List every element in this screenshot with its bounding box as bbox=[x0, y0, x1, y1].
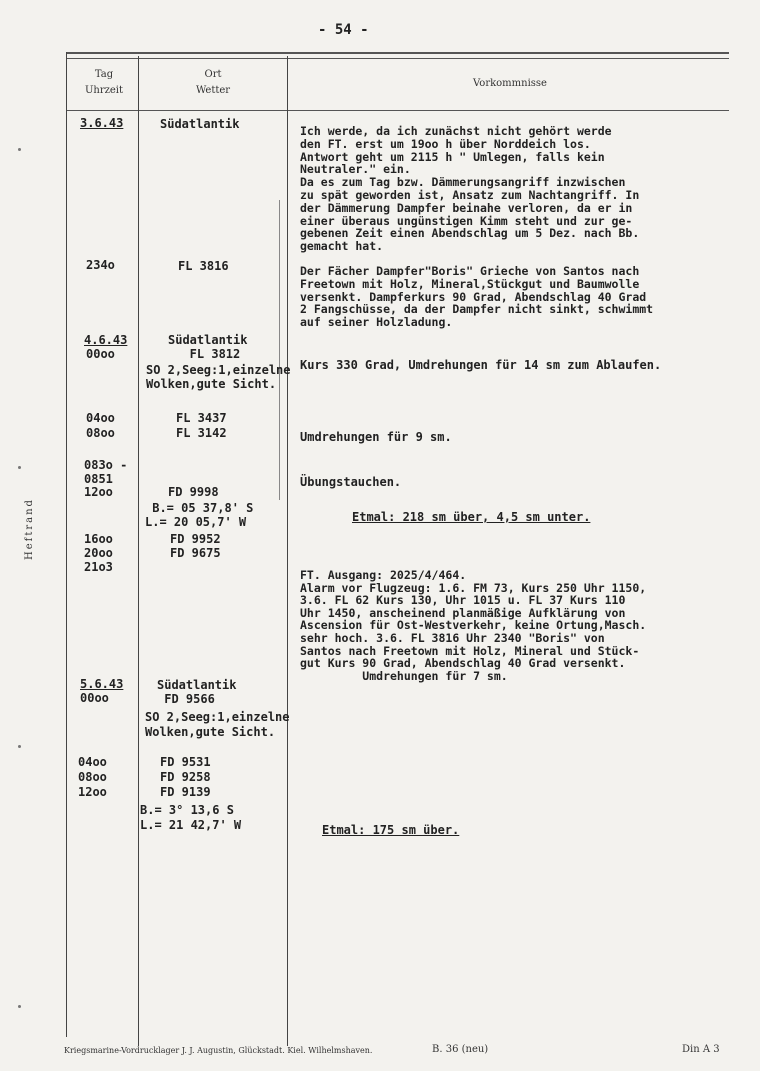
entry-text: Kurs 330 Grad, Umdrehungen für 14 sm zum Ablaufen. bbox=[300, 358, 662, 372]
header-tag-uhrzeit: Tag Uhrzeit bbox=[84, 69, 124, 96]
entry-date: 4.6.43 bbox=[84, 333, 128, 347]
header-bottom-line bbox=[66, 110, 729, 111]
entry-coords: B.= 3° 13,6 S L.= 21 42,7' W bbox=[140, 803, 242, 832]
entry-text: FT. Ausgang: 2025/4/464. Alarm vor Flugzeug: 1.6. FM 73, Kurs 250 Uhr 1150, 3.6. FL 62 Kurs 130, Uhr 1015 u. FL 37 Kurs 110 Uhr 1450, anscheinend planmäßige Aufklärung von Ascension für Ost-Westverkehr, keine Ortung,Masch. sehr hoch. 3.6. FL 3816 Uhr 2340 "Boris" von Santos nach Freetown mit Holz, Mineral und Stück- gut Kurs 90 Grad, Abendschlag 40 Grad versenkt. Umdrehungen für 7 sm. bbox=[300, 568, 647, 683]
entry-text: Übungstauchen. bbox=[300, 475, 402, 489]
entry-weather: SO 2,Seeg:1,einzelne Wolken,gute Sicht. bbox=[146, 363, 291, 391]
entry-text: Ich werde, da ich zunächst nicht gehört werde den FT. erst um 19oo h über Norddeich los. Antwort geht um 2115 h " Umlegen, falls kein Neutraler." ein. Da es zum Tag bzw. Dämmerungsangriff inzwischen zu spät geworden ist, Ansatz zum Nachtangriff. In der Dämmerung Dampfer beinahe verloren, da er in einer überaus ungünstigen Kimm steht und zur ge- gebenen Zeit einen Abendschlag um 5 Dez. nach Bb. gemacht hat. bbox=[300, 124, 640, 254]
entry-place: FL 3816 bbox=[178, 259, 229, 273]
binding-hole-dot bbox=[18, 745, 21, 748]
footer-printer: Kriegsmarine-Vordrucklager J. J. Augustin, Glückstadt. Kiel. Wilhelmshaven. bbox=[64, 1046, 373, 1055]
binding-hole-dot bbox=[18, 1005, 21, 1008]
entry-places: FD 9952 FD 9675 bbox=[170, 532, 221, 560]
footer-format: Din A 3 bbox=[682, 1044, 720, 1055]
binding-hole-dot bbox=[18, 466, 21, 469]
header-vorkommnisse: Vorkommnisse bbox=[473, 78, 547, 89]
frame-top-line bbox=[66, 52, 729, 54]
frame-top-line-2 bbox=[66, 58, 729, 59]
entry-text: Umdrehungen für 9 sm. bbox=[300, 430, 452, 444]
header-ort-wetter: Ort Wetter bbox=[195, 69, 231, 96]
entry-times: 04oo 08oo 12oo bbox=[78, 755, 107, 799]
footer-form-number: B. 36 (neu) bbox=[432, 1044, 489, 1055]
entry-place: Südatlantik FL 3812 bbox=[168, 333, 248, 361]
entry-time: 234o bbox=[86, 258, 115, 272]
entry-text: Etmal: 218 sm über, 4,5 sm unter. bbox=[352, 510, 591, 524]
binding-hole-dot bbox=[18, 148, 21, 151]
entry-place: Südatlantik FD 9566 bbox=[157, 678, 237, 706]
column-divider-2 bbox=[287, 56, 288, 1046]
entry-time: 083o - 0851 bbox=[84, 458, 128, 486]
column-divider-1 bbox=[138, 56, 139, 1046]
left-margin-line bbox=[66, 52, 67, 1037]
page-number: - 54 - bbox=[318, 22, 369, 38]
entry-place: FD 9998 bbox=[168, 485, 219, 499]
side-label-heftrand: Heftrand bbox=[24, 498, 35, 560]
entry-coords: B.= 05 37,8' S L.= 20 05,7' W bbox=[145, 501, 254, 529]
entry-place: Südatlantik bbox=[160, 117, 240, 131]
entry-times: 04oo 08oo bbox=[86, 411, 115, 440]
fold-line bbox=[279, 200, 280, 500]
entry-time: 00oo bbox=[86, 347, 115, 361]
entry-text: Etmal: 175 sm über. bbox=[322, 823, 460, 837]
entry-date: 5.6.43 bbox=[80, 677, 124, 691]
entry-time: 00oo bbox=[80, 691, 109, 705]
entry-date: 3.6.43 bbox=[80, 116, 124, 130]
entry-time: 12oo bbox=[84, 485, 113, 499]
entry-text: Der Fächer Dampfer"Boris" Grieche von Santos nach Freetown mit Holz, Mineral,Stückgut und Baumwolle versenkt. Dampferkurs 90 Grad, Abendschlag 40 Grad 2 Fangschüsse, da der Dampfer nicht sinkt, schwimmt auf seiner Holzladung. bbox=[300, 264, 654, 330]
entry-times: 16oo 20oo 21o3 bbox=[84, 532, 113, 574]
entry-places: FL 3437 FL 3142 bbox=[176, 411, 227, 440]
entry-weather: SO 2,Seeg:1,einzelne Wolken,gute Sicht. bbox=[145, 710, 290, 739]
entry-places: FD 9531 FD 9258 FD 9139 bbox=[160, 755, 211, 799]
